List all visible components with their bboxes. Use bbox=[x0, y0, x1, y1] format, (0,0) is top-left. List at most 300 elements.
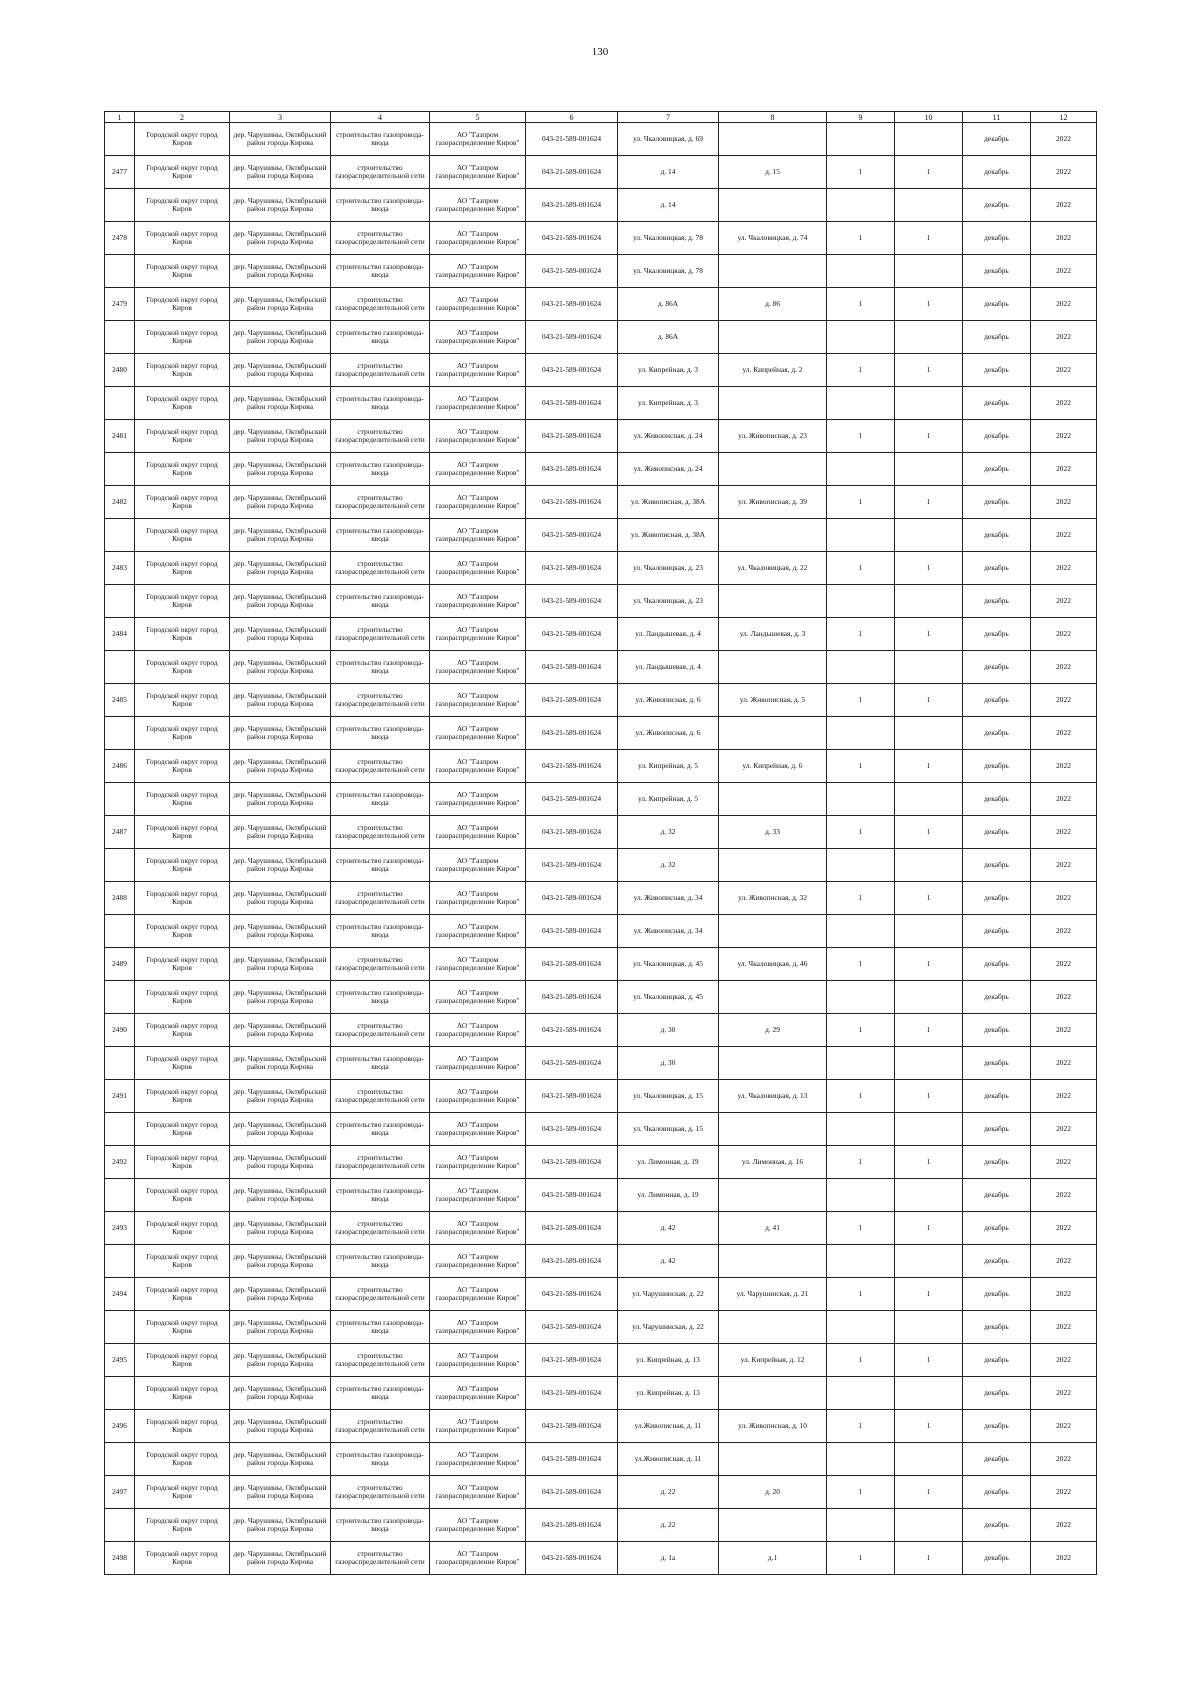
work-type-cell: строительство газопровода-ввода bbox=[331, 783, 430, 816]
month-cell: декабрь bbox=[963, 717, 1031, 750]
count-cell: 1 bbox=[895, 552, 963, 585]
work-type-cell: строительство газораспределительной сети bbox=[331, 1212, 430, 1245]
organization-cell: АО "Газпром газораспределение Киров" bbox=[430, 1443, 526, 1476]
organization-cell: АО "Газпром газораспределение Киров" bbox=[430, 222, 526, 255]
table-row bbox=[105, 1377, 1097, 1410]
month-cell: декабрь bbox=[963, 1047, 1031, 1080]
municipality-cell: Городской округ город Киров bbox=[135, 387, 230, 420]
month-cell: декабрь bbox=[963, 189, 1031, 222]
registry-code-cell: 043-21-589-001624 bbox=[526, 189, 618, 222]
address-from-cell: ул. Кипрейная, д. 13 bbox=[618, 1377, 719, 1410]
year-cell: 2022 bbox=[1031, 618, 1097, 651]
year-cell: 2022 bbox=[1031, 915, 1097, 948]
month-cell: декабрь bbox=[963, 948, 1031, 981]
organization-cell: АО "Газпром газораспределение Киров" bbox=[430, 1278, 526, 1311]
municipality-cell: Городской округ город Киров bbox=[135, 1014, 230, 1047]
work-type-cell: строительство газораспределительной сети bbox=[331, 1476, 430, 1509]
quantity-cell bbox=[827, 1311, 895, 1344]
count-cell bbox=[895, 783, 963, 816]
count-cell bbox=[895, 849, 963, 882]
row-number-cell: 2497 bbox=[105, 1476, 135, 1509]
table-row bbox=[105, 981, 1097, 1014]
registry-code-cell: 043-21-589-001624 bbox=[526, 882, 618, 915]
month-cell: декабрь bbox=[963, 222, 1031, 255]
municipality-cell: Городской округ город Киров bbox=[135, 519, 230, 552]
registry-code-cell: 043-21-589-001624 bbox=[526, 1113, 618, 1146]
row-number-cell bbox=[105, 651, 135, 684]
quantity-cell: 1 bbox=[827, 156, 895, 189]
registry-code-cell: 043-21-589-001624 bbox=[526, 1344, 618, 1377]
year-cell: 2022 bbox=[1031, 1014, 1097, 1047]
location-cell: дер. Чарушины, Октябрьский район города Кирова bbox=[230, 1047, 331, 1080]
municipality-cell: Городской округ город Киров bbox=[135, 288, 230, 321]
address-to-cell: д. 86 bbox=[719, 288, 827, 321]
organization-cell: АО "Газпром газораспределение Киров" bbox=[430, 1212, 526, 1245]
count-cell: 1 bbox=[895, 1014, 963, 1047]
count-cell: 1 bbox=[895, 1146, 963, 1179]
count-cell bbox=[895, 1113, 963, 1146]
work-type-cell: строительство газопровода-ввода bbox=[331, 1509, 430, 1542]
month-cell: декабрь bbox=[963, 684, 1031, 717]
count-cell: 1 bbox=[895, 684, 963, 717]
work-type-cell: строительство газопровода-ввода bbox=[331, 453, 430, 486]
column-header: 2 bbox=[135, 112, 230, 123]
quantity-cell bbox=[827, 189, 895, 222]
municipality-cell: Городской округ город Киров bbox=[135, 1245, 230, 1278]
municipality-cell: Городской округ город Киров bbox=[135, 1311, 230, 1344]
address-from-cell: д. 42 bbox=[618, 1245, 719, 1278]
location-cell: дер. Чарушины, Октябрьский район города Кирова bbox=[230, 1245, 331, 1278]
organization-cell: АО "Газпром газораспределение Киров" bbox=[430, 1047, 526, 1080]
row-number-cell bbox=[105, 1047, 135, 1080]
registry-code-cell: 043-21-589-001624 bbox=[526, 981, 618, 1014]
organization-cell: АО "Газпром газораспределение Киров" bbox=[430, 552, 526, 585]
quantity-cell bbox=[827, 1047, 895, 1080]
month-cell: декабрь bbox=[963, 981, 1031, 1014]
count-cell bbox=[895, 123, 963, 156]
location-cell: дер. Чарушины, Октябрьский район города Кирова bbox=[230, 981, 331, 1014]
quantity-cell: 1 bbox=[827, 948, 895, 981]
table-row bbox=[105, 1245, 1097, 1278]
table-row bbox=[105, 1278, 1097, 1311]
address-from-cell: ул. Чарушинская, д. 22 bbox=[618, 1311, 719, 1344]
row-number-cell bbox=[105, 1179, 135, 1212]
table-row bbox=[105, 486, 1097, 519]
row-number-cell: 2484 bbox=[105, 618, 135, 651]
municipality-cell: Городской округ город Киров bbox=[135, 618, 230, 651]
work-type-cell: строительство газопровода-ввода bbox=[331, 1047, 430, 1080]
municipality-cell: Городской округ город Киров bbox=[135, 1080, 230, 1113]
quantity-cell bbox=[827, 1179, 895, 1212]
column-header: 7 bbox=[618, 112, 719, 123]
municipality-cell: Городской округ город Киров bbox=[135, 123, 230, 156]
table-row bbox=[105, 420, 1097, 453]
work-type-cell: строительство газораспределительной сети bbox=[331, 552, 430, 585]
address-to-cell bbox=[719, 387, 827, 420]
address-from-cell: ул. Чкаловицкая, д. 78 bbox=[618, 255, 719, 288]
address-from-cell: д. 30 bbox=[618, 1014, 719, 1047]
month-cell: декабрь bbox=[963, 453, 1031, 486]
count-cell bbox=[895, 1311, 963, 1344]
address-to-cell: ул. Кипрейная, д. 6 bbox=[719, 750, 827, 783]
year-cell: 2022 bbox=[1031, 1047, 1097, 1080]
quantity-cell: 1 bbox=[827, 618, 895, 651]
address-from-cell: д. 42 bbox=[618, 1212, 719, 1245]
address-from-cell: ул. Кипрейная, д. 3 bbox=[618, 354, 719, 387]
row-number-cell: 2483 bbox=[105, 552, 135, 585]
location-cell: дер. Чарушины, Октябрьский район города Кирова bbox=[230, 1509, 331, 1542]
quantity-cell: 1 bbox=[827, 1146, 895, 1179]
address-to-cell: ул. Чкаловицкая, д. 46 bbox=[719, 948, 827, 981]
count-cell bbox=[895, 387, 963, 420]
table-row bbox=[105, 156, 1097, 189]
row-number-cell bbox=[105, 255, 135, 288]
work-type-cell: строительство газопровода-ввода bbox=[331, 1377, 430, 1410]
page-number: 130 bbox=[591, 46, 609, 58]
address-from-cell: ул. Лимонная, д. 19 bbox=[618, 1146, 719, 1179]
location-cell: дер. Чарушины, Октябрьский район города Кирова bbox=[230, 684, 331, 717]
table-row bbox=[105, 1476, 1097, 1509]
municipality-cell: Городской округ город Киров bbox=[135, 255, 230, 288]
work-type-cell: строительство газораспределительной сети bbox=[331, 486, 430, 519]
work-type-cell: строительство газопровода-ввода bbox=[331, 849, 430, 882]
registry-code-cell: 043-21-589-001624 bbox=[526, 1476, 618, 1509]
year-cell: 2022 bbox=[1031, 1245, 1097, 1278]
work-type-cell: строительство газораспределительной сети bbox=[331, 156, 430, 189]
work-type-cell: строительство газораспределительной сети bbox=[331, 1080, 430, 1113]
registry-code-cell: 043-21-589-001624 bbox=[526, 1410, 618, 1443]
address-to-cell: д. 20 bbox=[719, 1476, 827, 1509]
organization-cell: АО "Газпром газораспределение Киров" bbox=[430, 948, 526, 981]
address-to-cell: ул. Ландышевая, д. 3 bbox=[719, 618, 827, 651]
count-cell bbox=[895, 1245, 963, 1278]
work-type-cell: строительство газораспределительной сети bbox=[331, 882, 430, 915]
work-type-cell: строительство газораспределительной сети bbox=[331, 816, 430, 849]
address-from-cell: ул. Живописная, д. 38А bbox=[618, 486, 719, 519]
registry-code-cell: 043-21-589-001624 bbox=[526, 948, 618, 981]
location-cell: дер. Чарушины, Октябрьский район города Кирова bbox=[230, 552, 331, 585]
year-cell: 2022 bbox=[1031, 321, 1097, 354]
month-cell: декабрь bbox=[963, 156, 1031, 189]
municipality-cell: Городской округ город Киров bbox=[135, 1476, 230, 1509]
quantity-cell: 1 bbox=[827, 1212, 895, 1245]
address-from-cell: ул. Живописная, д. 24 bbox=[618, 420, 719, 453]
month-cell: декабрь bbox=[963, 1212, 1031, 1245]
year-cell: 2022 bbox=[1031, 552, 1097, 585]
month-cell: декабрь bbox=[963, 618, 1031, 651]
quantity-cell bbox=[827, 123, 895, 156]
work-type-cell: строительство газопровода-ввода bbox=[331, 321, 430, 354]
month-cell: декабрь bbox=[963, 1377, 1031, 1410]
table-row bbox=[105, 1047, 1097, 1080]
row-number-cell: 2478 bbox=[105, 222, 135, 255]
address-from-cell: д. 22 bbox=[618, 1476, 719, 1509]
organization-cell: АО "Газпром газораспределение Киров" bbox=[430, 1344, 526, 1377]
month-cell: декабрь bbox=[963, 816, 1031, 849]
municipality-cell: Городской округ город Киров bbox=[135, 222, 230, 255]
address-from-cell: ул. Чкаловицкая, д. 15 bbox=[618, 1113, 719, 1146]
address-to-cell: д. 15 bbox=[719, 156, 827, 189]
row-number-cell bbox=[105, 915, 135, 948]
municipality-cell: Городской округ город Киров bbox=[135, 948, 230, 981]
month-cell: декабрь bbox=[963, 651, 1031, 684]
column-header: 8 bbox=[719, 112, 827, 123]
location-cell: дер. Чарушины, Октябрьский район города Кирова bbox=[230, 519, 331, 552]
year-cell: 2022 bbox=[1031, 981, 1097, 1014]
municipality-cell: Городской округ город Киров bbox=[135, 1146, 230, 1179]
column-header: 4 bbox=[331, 112, 430, 123]
location-cell: дер. Чарушины, Октябрьский район города Кирова bbox=[230, 1080, 331, 1113]
table-row bbox=[105, 321, 1097, 354]
row-number-cell: 2487 bbox=[105, 816, 135, 849]
quantity-cell bbox=[827, 255, 895, 288]
address-from-cell: ул. Живописная, д. 6 bbox=[618, 684, 719, 717]
quantity-cell bbox=[827, 717, 895, 750]
table-row bbox=[105, 849, 1097, 882]
address-from-cell: ул. Живописная, д. 6 bbox=[618, 717, 719, 750]
count-cell bbox=[895, 1509, 963, 1542]
organization-cell: АО "Газпром газораспределение Киров" bbox=[430, 519, 526, 552]
municipality-cell: Городской округ город Киров bbox=[135, 585, 230, 618]
address-from-cell: д. 32 bbox=[618, 816, 719, 849]
organization-cell: АО "Газпром газораспределение Киров" bbox=[430, 1509, 526, 1542]
address-to-cell: ул. Чкаловицкая, д. 22 bbox=[719, 552, 827, 585]
address-from-cell: д. 22 bbox=[618, 1509, 719, 1542]
address-to-cell bbox=[719, 1113, 827, 1146]
month-cell: декабрь bbox=[963, 1311, 1031, 1344]
year-cell: 2022 bbox=[1031, 123, 1097, 156]
year-cell: 2022 bbox=[1031, 1476, 1097, 1509]
row-number-cell bbox=[105, 717, 135, 750]
address-from-cell: ул.Живописная, д. 11 bbox=[618, 1443, 719, 1476]
organization-cell: АО "Газпром газораспределение Киров" bbox=[430, 1014, 526, 1047]
address-from-cell: ул. Кипрейная, д. 3 bbox=[618, 387, 719, 420]
count-cell: 1 bbox=[895, 1476, 963, 1509]
month-cell: декабрь bbox=[963, 783, 1031, 816]
registry-code-cell: 043-21-589-001624 bbox=[526, 1212, 618, 1245]
location-cell: дер. Чарушины, Октябрьский район города Кирова bbox=[230, 882, 331, 915]
count-cell: 1 bbox=[895, 816, 963, 849]
table-row bbox=[105, 255, 1097, 288]
column-number-row bbox=[105, 112, 1097, 123]
registry-code-cell: 043-21-589-001624 bbox=[526, 1278, 618, 1311]
municipality-cell: Городской округ город Киров bbox=[135, 717, 230, 750]
quantity-cell: 1 bbox=[827, 684, 895, 717]
table-row bbox=[105, 354, 1097, 387]
location-cell: дер. Чарушины, Октябрьский район города Кирова bbox=[230, 915, 331, 948]
quantity-cell: 1 bbox=[827, 1278, 895, 1311]
address-to-cell bbox=[719, 1047, 827, 1080]
municipality-cell: Городской округ город Киров bbox=[135, 1509, 230, 1542]
count-cell bbox=[895, 1377, 963, 1410]
year-cell: 2022 bbox=[1031, 387, 1097, 420]
municipality-cell: Городской округ город Киров bbox=[135, 1377, 230, 1410]
table-row bbox=[105, 1443, 1097, 1476]
count-cell bbox=[895, 1047, 963, 1080]
month-cell: декабрь bbox=[963, 1443, 1031, 1476]
work-type-cell: строительство газопровода-ввода bbox=[331, 255, 430, 288]
quantity-cell bbox=[827, 783, 895, 816]
location-cell: дер. Чарушины, Октябрьский район города Кирова bbox=[230, 816, 331, 849]
registry-code-cell: 043-21-589-001624 bbox=[526, 849, 618, 882]
registry-code-cell: 043-21-589-001624 bbox=[526, 1245, 618, 1278]
organization-cell: АО "Газпром газораспределение Киров" bbox=[430, 1410, 526, 1443]
municipality-cell: Городской округ город Киров bbox=[135, 882, 230, 915]
year-cell: 2022 bbox=[1031, 750, 1097, 783]
address-to-cell bbox=[719, 453, 827, 486]
year-cell: 2022 bbox=[1031, 519, 1097, 552]
year-cell: 2022 bbox=[1031, 288, 1097, 321]
quantity-cell bbox=[827, 1377, 895, 1410]
registry-code-cell: 043-21-589-001624 bbox=[526, 123, 618, 156]
quantity-cell bbox=[827, 387, 895, 420]
location-cell: дер. Чарушины, Октябрьский район города Кирова bbox=[230, 288, 331, 321]
municipality-cell: Городской округ город Киров bbox=[135, 420, 230, 453]
municipality-cell: Городской округ город Киров bbox=[135, 1443, 230, 1476]
table-row bbox=[105, 387, 1097, 420]
month-cell: декабрь bbox=[963, 1278, 1031, 1311]
address-from-cell: ул. Живописная, д. 34 bbox=[618, 915, 719, 948]
address-to-cell: ул. Кипрейная, д. 12 bbox=[719, 1344, 827, 1377]
quantity-cell: 1 bbox=[827, 1542, 895, 1575]
organization-cell: АО "Газпром газораспределение Киров" bbox=[430, 486, 526, 519]
organization-cell: АО "Газпром газораспределение Киров" bbox=[430, 387, 526, 420]
work-type-cell: строительство газопровода-ввода bbox=[331, 1113, 430, 1146]
row-number-cell: 2481 bbox=[105, 420, 135, 453]
registry-code-cell: 043-21-589-001624 bbox=[526, 321, 618, 354]
work-type-cell: строительство газораспределительной сети bbox=[331, 1542, 430, 1575]
work-type-cell: строительство газопровода-ввода bbox=[331, 519, 430, 552]
table-row bbox=[105, 453, 1097, 486]
location-cell: дер. Чарушины, Октябрьский район города Кирова bbox=[230, 222, 331, 255]
month-cell: декабрь bbox=[963, 354, 1031, 387]
address-from-cell: ул.Живописная, д. 11 bbox=[618, 1410, 719, 1443]
row-number-cell: 2486 bbox=[105, 750, 135, 783]
count-cell: 1 bbox=[895, 420, 963, 453]
location-cell: дер. Чарушины, Октябрьский район города Кирова bbox=[230, 585, 331, 618]
location-cell: дер. Чарушины, Октябрьский район города Кирова bbox=[230, 1278, 331, 1311]
address-from-cell: ул. Чкаловицкая, д. 45 bbox=[618, 981, 719, 1014]
row-number-cell bbox=[105, 585, 135, 618]
organization-cell: АО "Газпром газораспределение Киров" bbox=[430, 684, 526, 717]
municipality-cell: Городской округ город Киров bbox=[135, 651, 230, 684]
organization-cell: АО "Газпром газораспределение Киров" bbox=[430, 453, 526, 486]
count-cell bbox=[895, 453, 963, 486]
count-cell bbox=[895, 189, 963, 222]
table-row bbox=[105, 1509, 1097, 1542]
work-type-cell: строительство газопровода-ввода bbox=[331, 1311, 430, 1344]
address-from-cell: ул. Чкаловицкая, д. 78 bbox=[618, 222, 719, 255]
count-cell: 1 bbox=[895, 1080, 963, 1113]
month-cell: декабрь bbox=[963, 1179, 1031, 1212]
location-cell: дер. Чарушины, Октябрьский район города Кирова bbox=[230, 1443, 331, 1476]
year-cell: 2022 bbox=[1031, 1212, 1097, 1245]
address-from-cell: ул. Кипрейная, д. 5 bbox=[618, 783, 719, 816]
address-from-cell: д. 14 bbox=[618, 189, 719, 222]
row-number-cell bbox=[105, 321, 135, 354]
municipality-cell: Городской округ город Киров bbox=[135, 1113, 230, 1146]
row-number-cell bbox=[105, 981, 135, 1014]
organization-cell: АО "Газпром газораспределение Киров" bbox=[430, 1146, 526, 1179]
address-to-cell bbox=[719, 1377, 827, 1410]
month-cell: декабрь bbox=[963, 1344, 1031, 1377]
year-cell: 2022 bbox=[1031, 1377, 1097, 1410]
row-number-cell: 2494 bbox=[105, 1278, 135, 1311]
registry-code-cell: 043-21-589-001624 bbox=[526, 1443, 618, 1476]
registry-code-cell: 043-21-589-001624 bbox=[526, 156, 618, 189]
address-from-cell: д. 86А bbox=[618, 288, 719, 321]
year-cell: 2022 bbox=[1031, 849, 1097, 882]
registry-code-cell: 043-21-589-001624 bbox=[526, 816, 618, 849]
year-cell: 2022 bbox=[1031, 783, 1097, 816]
location-cell: дер. Чарушины, Октябрьский район города Кирова bbox=[230, 1410, 331, 1443]
organization-cell: АО "Газпром газораспределение Киров" bbox=[430, 1542, 526, 1575]
count-cell: 1 bbox=[895, 1542, 963, 1575]
row-number-cell bbox=[105, 1311, 135, 1344]
quantity-cell: 1 bbox=[827, 1080, 895, 1113]
table-row bbox=[105, 948, 1097, 981]
work-type-cell: строительство газопровода-ввода bbox=[331, 123, 430, 156]
address-from-cell: ул. Чкаловицкая, д. 23 bbox=[618, 585, 719, 618]
location-cell: дер. Чарушины, Октябрьский район города Кирова bbox=[230, 783, 331, 816]
year-cell: 2022 bbox=[1031, 453, 1097, 486]
registry-code-cell: 043-21-589-001624 bbox=[526, 618, 618, 651]
location-cell: дер. Чарушины, Октябрьский район города Кирова bbox=[230, 156, 331, 189]
municipality-cell: Городской округ город Киров bbox=[135, 1278, 230, 1311]
year-cell: 2022 bbox=[1031, 255, 1097, 288]
table-row bbox=[105, 1311, 1097, 1344]
municipality-cell: Городской округ город Киров bbox=[135, 1410, 230, 1443]
row-number-cell: 2488 bbox=[105, 882, 135, 915]
address-from-cell: ул. Чкаловицкая, д. 23 bbox=[618, 552, 719, 585]
year-cell: 2022 bbox=[1031, 222, 1097, 255]
registry-code-cell: 043-21-589-001624 bbox=[526, 387, 618, 420]
location-cell: дер. Чарушины, Октябрьский район города Кирова bbox=[230, 420, 331, 453]
quantity-cell bbox=[827, 585, 895, 618]
year-cell: 2022 bbox=[1031, 1146, 1097, 1179]
quantity-cell: 1 bbox=[827, 420, 895, 453]
count-cell bbox=[895, 519, 963, 552]
year-cell: 2022 bbox=[1031, 1443, 1097, 1476]
organization-cell: АО "Газпром газораспределение Киров" bbox=[430, 750, 526, 783]
table-row bbox=[105, 1146, 1097, 1179]
count-cell: 1 bbox=[895, 156, 963, 189]
organization-cell: АО "Газпром газораспределение Киров" bbox=[430, 783, 526, 816]
location-cell: дер. Чарушины, Октябрьский район города Кирова bbox=[230, 486, 331, 519]
municipality-cell: Городской округ город Киров bbox=[135, 453, 230, 486]
municipality-cell: Городской округ город Киров bbox=[135, 354, 230, 387]
address-from-cell: ул. Чкаловицкая, д. 45 bbox=[618, 948, 719, 981]
location-cell: дер. Чарушины, Октябрьский район города Кирова bbox=[230, 618, 331, 651]
year-cell: 2022 bbox=[1031, 420, 1097, 453]
address-to-cell bbox=[719, 1245, 827, 1278]
address-to-cell: ул. Живописная, д. 10 bbox=[719, 1410, 827, 1443]
count-cell bbox=[895, 981, 963, 1014]
column-header: 12 bbox=[1031, 112, 1097, 123]
table-row bbox=[105, 585, 1097, 618]
organization-cell: АО "Газпром газораспределение Киров" bbox=[430, 123, 526, 156]
location-cell: дер. Чарушины, Октябрьский район города Кирова bbox=[230, 849, 331, 882]
municipality-cell: Городской округ город Киров bbox=[135, 816, 230, 849]
quantity-cell: 1 bbox=[827, 288, 895, 321]
registry-code-cell: 043-21-589-001624 bbox=[526, 453, 618, 486]
registry-code-cell: 043-21-589-001624 bbox=[526, 354, 618, 387]
municipality-cell: Городской округ город Киров bbox=[135, 1344, 230, 1377]
table-row bbox=[105, 1179, 1097, 1212]
month-cell: декабрь bbox=[963, 1245, 1031, 1278]
year-cell: 2022 bbox=[1031, 948, 1097, 981]
registry-code-cell: 043-21-589-001624 bbox=[526, 420, 618, 453]
